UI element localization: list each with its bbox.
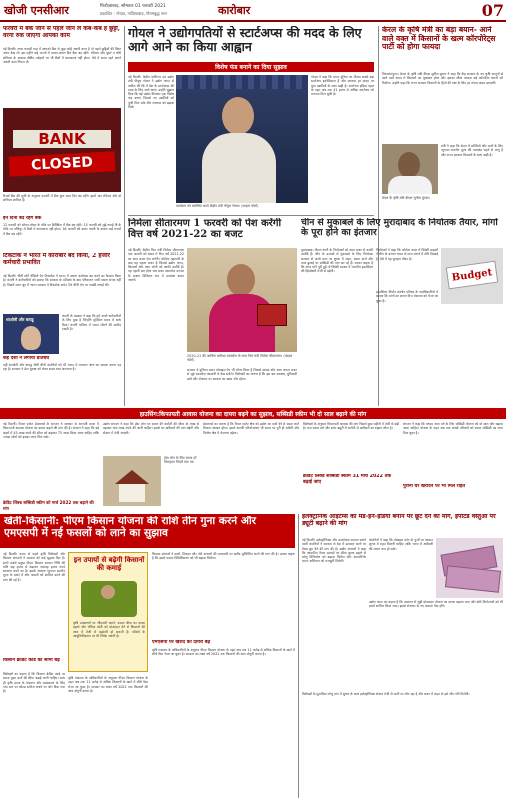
article-body: 12 फरवरी को सोनम लोसर के मौके पर सिक्किम में बैंक बंद रहेंगे। 15 फरवरी को लुई-नगाई-नी के मौके पर मणिपुर में बैंकों में कामकाज नहीं होगा। 16 फरवरी को बसंत पंचमी के कारण कई राज्यों में बैंक बंद रहेंगे।	[3, 223, 121, 236]
article-body: कंपनियों ने कहा कि मोबाइल फोन के पुर्जों पर आयात शुल्क में राहत मिलनी चाहिए ताकि भारत में असेंबली की लागत कम हो सके।	[369, 538, 433, 551]
article-subhead: कई देशों ने लगाया प्रतिबंध	[3, 356, 50, 361]
article-subhead: क्रेडिट लिंक्ड सब्सिडी स्कीम को मार्च 2022 तक बढ़ाने की मांग	[3, 500, 94, 510]
minister-photo	[382, 144, 438, 194]
photo-label: शाओमी और बायडू	[6, 317, 34, 322]
article-headline: चीन से मुकाबले के लिए मुरादाबाद के निर्यातक तैयार, मांगों के पूरा होने का इंतजार	[301, 218, 498, 239]
ledger-icon	[257, 304, 287, 326]
article-body: नई दिल्ली। केंद्रीय वित्त मंत्री निर्मला सीतारमण एक फरवरी को संसद में वित्त वर्ष 2021-22 का आम बजट पेश करेंगी। कोरोना महामारी के बाद यह पहला बजट है जिससे उद्योग जगत, किसानों और आम लोगों को काफी उम्मीदें हैं। यह पहली बार होगा जब बजट दस्तावेज कागज के बजाय डिजिटल रूप में उपलब्ध कराए जाएंगे।	[128, 248, 184, 283]
house-icon	[119, 484, 145, 502]
person-icon	[21, 326, 41, 350]
article-headline: फरवरी में बैंक जाने से पहले जान लें कब-कब है छुट्टी, वरना रुक जाएगा आपका काम	[3, 26, 120, 39]
sitharaman-photo	[187, 248, 297, 352]
article-headline: केरल के कृषि मंत्री का बड़ा बयान- आने वाले वक्त में किसानों के खत्म कॉरपोरेट्स पार्टी को होगा फायदा	[382, 26, 496, 51]
column-divider	[298, 514, 299, 798]
article-body: तिरुवनंतपुरम। केरल के कृषि मंत्री वीएस सुनील कुमार ने कहा कि केंद्र सरकार के नए कृषि कानूनों से आने वाले समय में किसानों का नुकसान होगा और इसका सीधा फायदा बड़े कॉरपोरेट घरानों को मिलेगा। उन्होंने कहा कि राज्य सरकार किसानों के हितों की रक्षा के लिए हर संभव कदम उठाएगी।	[382, 72, 503, 85]
photo-caption: केरल के कृषि मंत्री वीएस सुनील कुमार।	[382, 196, 431, 200]
article-body: नई दिल्ली। बजट से पहले कृषि विशेषज्ञों और किसान संगठनों ने सरकार को कई सुझाव दिए हैं। इनमें सबसे प्रमुख पीएम किसान सम्मान निधि की राशि छह हजार से बढ़ाकर अठारह हजार रुपये सालाना करने का है। इसके अलावा न्यूनतम समर्थन मूल्य के दायरे में और फसलों को शामिल करने की मांग की गई है।	[3, 552, 65, 582]
article-body: विशेषज्ञों का कहना है कि किसान क्रेडिट कार्ड पर ब्याज मुक्त कर्ज की सीमा बढ़ाई जानी चाहिए। साथ ही कृषि उपज के भंडारण और प्रसंस्करण के लिए गांव स्तर पर कोल्ड स्टोरेज बनाने पर जोर दिया गया है।	[3, 672, 65, 694]
article-body: नई दिल्ली। रियल एस्टेट डेवलपर्स के संगठन ने सरकार से आगामी बजट में किफायती आवास योजना का दायरा बढ़ाने की मांग की है। संगठन ने कहा कि बड़े शहरों में 45 लाख रुपये की सीमा को बढ़ाकर 75 लाख किया जाना चाहिए ताकि ज्यादा लोगों को इसका लाभ मिल सके।	[3, 422, 99, 439]
article-body: कृषि मंत्रालय के अधिकारियों के अनुसार पीएम किसान योजना के तहत अब तक 11 करोड़ से अधिक किसानों के खाते में सीधे पैसा भेजा जा चुका है। सरकार का लक्ष्य वर्ष 2022 तक किसानों की आय दोगुनी करना है।	[68, 676, 148, 693]
photo-caption: कार्यक्रम को संबोधित करते केंद्रीय मंत्री पीयूष गोयल। (फाइल फोटो)	[176, 204, 259, 208]
article-subhead: पुराना घर खरीदने पर भी मिले राहत	[403, 484, 466, 489]
newspaper-logo: खोजी एनसीआर	[4, 4, 69, 17]
article-headline: निर्मला सीतारमण 1 फरवरी को पेश करेंगी वित्त वर्ष 2021-22 का बजट	[128, 218, 282, 241]
banknote-icon	[445, 565, 501, 593]
article-body: विशेषज्ञों के अनुसार किफायती आवास की मांग पिछले कुछ महीनों में तेजी से बढ़ी है। कम ब्याज दरों और स्टांप ड्यूटी में कटौती से खरीदारों का रुझान लौटा है।	[303, 422, 399, 431]
bank-closed-photo	[3, 108, 121, 192]
article-body: नई दिल्ली। चीनी शॉर्ट वीडियो ऐप टिकटॉक ने भारत में अपना कारोबार बंद करने का फैसला किया है। कंपनी ने कर्मचारियों को बताया कि सरकार के प्रतिबंध के बाद परिचालन जारी रखना संभव नहीं है। पिछले साल जून में भारत सरकार ने टिकटॉक समेत 59 चीनी ऐप पर पाबंदी लगाई थी।	[3, 274, 121, 287]
subhead-band: विशेष फंड बनाने का दिया सुझाव	[128, 62, 374, 72]
article-subhead: इन दिनों बंद रहेंगे बैंक	[3, 216, 42, 221]
article-body: नई दिल्ली। इलेक्ट्रॉनिक्स और उपभोक्ता सामान बनाने वाली कंपनियों ने सरकार से देश में उत्पादन करने पर टैक्स छूट देने की मांग की है। उद्योग संगठनों ने कहा कि आयातित तैयार उत्पादों पर सीमा शुल्क बढ़ाने से घरेलू विनिर्माण को बढ़ावा मिलेगा और आत्मनिर्भर भारत अभियान को मजबूती मिलेगी।	[302, 538, 366, 564]
tiktok-photo	[3, 314, 59, 354]
farmer-icon	[101, 585, 115, 599]
farmer-income-card	[68, 552, 148, 672]
article-body: कृषि मंत्रालय के अधिकारियों के अनुसार पीएम किसान योजना के तहत अब तक 11 करोड़ से अधिक किसानों के खाते में सीधे पैसा भेजा जा चुका है। सरकार का लक्ष्य वर्ष 2022 तक किसानों की आय दोगुनी करना है।	[152, 648, 295, 657]
article-headline: खेती-किसानी: पीएम किसान योजना की राशि तीन गुना करने और एमएसपी में नई फसलों को लाने का सुझाव	[4, 516, 257, 539]
lead-headline: गोयल ने उद्योगपतियों से स्टार्टअप्स की मदद के लिए आगे आने का किया आह्वान	[128, 26, 362, 54]
photo-caption: 2020-21 की आर्थिक समीक्षा दस्तावेज के साथ वित्त मंत्री निर्मला सीतारमण। (फाइल फोटो)	[187, 354, 293, 363]
bank-sign: BANK	[13, 130, 111, 148]
article-headline: इलेक्ट्रॉनिक आइटम्स को मेड-इन-इंडिया बनाने पर छूट देने की मांग, इंपोर्टेड वस्तुओं पर ड्यूटी बढ़ाने की मांग	[302, 514, 496, 527]
goyal-photo	[176, 75, 308, 203]
currency-photo	[436, 538, 503, 598]
article-body: नई दिल्ली। केंद्रीय वाणिज्य एवं उद्योग मंत्री पीयूष गोयल ने उद्योग जगत से अपील की कि वे देश के स्टार्टअप्स की मदद के लिए आगे आएं। उन्होंने सुझाव दिया कि बड़े उद्योग मिलकर एक विशेष फंड बनाएं जिससे नए उद्यमियों को पूंजी मिल सके और नवाचार को बढ़ावा मिले।	[128, 75, 174, 110]
shirt-shape	[388, 176, 432, 194]
article-body: वहीं शाओमी और बायडू जैसी चीनी कंपनियों को भी भारत में लगातार जांच का सामना करना पड़ रहा है। सरकार ने डेटा सुरक्षा को लेकर सख्त रुख अपनाया है।	[3, 363, 121, 372]
article-body: संगठन ने कहा कि मध्यम आय वर्ग के लिए सब्सिडी योजना को दो साल और बढ़ाया जाना चाहिए। योजना के तहत अब तक लाखों परिवारों को ब्याज सब्सिडी का लाभ मिल चुका है।	[403, 422, 503, 435]
article-body: सरकार ने यूनियन बजट मोबाइल ऐप भी लॉन्च किया है जिससे सांसद और आम जनता बजट से जुड़े दस्तावेज आसानी से देख सकेंगे। विशेषज्ञों का मानना है कि इस बार स्वास्थ्य, बुनियादी ढांचे और रोजगार पर सरकार का खास जोर रहेगा।	[187, 368, 297, 381]
article-subhead: क्रेडिट लिंक्ड सब्सिडी स्कीम 31 मार्च 2022 तक बढ़ाई जाए	[303, 474, 392, 485]
article-body: किसान संगठनों ने दालों, तिलहन और मोटे अनाजों की एमएसपी पर खरीद सुनिश्चित करने की मांग की है। उनका कहना है कि इससे फसल विविधीकरण को भी बढ़ावा मिलेगा।	[152, 552, 295, 561]
article-body: रिजर्व बैंक की सूची के अनुसार फरवरी में बैंक कुल आठ दिन बंद रहेंगे। इसमें चार रविवार और दो शनिवार शामिल हैं।	[3, 194, 121, 203]
kurta-shape	[202, 133, 276, 203]
article-headline: टिकटॉक ने भारत में कारोबार बंद किया, 2 हजार कर्मचारी प्रभावित	[3, 253, 110, 266]
article-body: निर्यातकों ने कहा कि कोरोना काल में विदेशी ग्राहकों ने चीन के बजाय भारत से माल मंगाने में रुचि दिखाई है, ऐसे में यह सुनहरा मौका है।	[376, 248, 438, 261]
roof-icon	[115, 470, 149, 484]
article-body: कंपनी के प्रवक्ता ने कहा कि हमें अपने कर्मचारियों के लिए दुख है जिन्होंने मुश्किल समय में साथ दिया। कंपनी भविष्य में भारत लौटने की उम्मीद रखती है।	[62, 314, 121, 331]
card-body: कृषि उपकरणों पर जीएसटी घटाने, फसल बीमा का दायरा बढ़ाने और जैविक खेती को प्रोत्साहन देने से किसानों की आय में तेजी से बढ़ोतरी हो सकती है। मंडियों के आधुनिकीकरण पर भी निवेश जरूरी है।	[73, 621, 145, 638]
article-body: उद्योग जगत का कहना है कि उत्पादन से जुड़ी प्रोत्साहन योजना का दायरा बढ़ाया जाए और छोटे निर्माताओं को भी इसमें शामिल किया जाए। इससे रोजगार के नए अवसर पैदा होंगे।	[369, 600, 503, 609]
article-body: उद्योग संगठन ने कहा कि होम लोन पर ब्याज की कटौती की सीमा दो लाख से बढ़ाकर पांच लाख रुपये की जानी चाहिए। इससे घर खरीदारों की मांग बढ़ेगी और सेक्टर में तेजी आएगी।	[103, 422, 199, 435]
article-subhead: एमएसपी पर खरीद का दायरा बढ़े	[152, 640, 211, 645]
article-body: डेवलपर्स का मानना है कि रियल एस्टेट क्षेत्र को उद्योग का दर्जा देने से सस्ता कर्ज मिलना आसान होगा। इससे अटकी परियोजनाएं भी समय पर पूरी हो सकेंगी और निर्माण क्षेत्र में रोजगार बढ़ेगा।	[203, 422, 299, 435]
closed-sign: CLOSED	[9, 151, 116, 177]
budget-sign: Budget	[446, 261, 499, 290]
face-icon	[398, 152, 420, 178]
backdrop	[176, 75, 308, 89]
divider	[128, 215, 374, 216]
page-number: 07	[481, 1, 504, 20]
masthead	[0, 0, 506, 22]
card-title: इन उपायों से बढ़ेगी किसानों की कमाई	[73, 556, 145, 572]
article-body: गोयल ने कहा कि भारत दुनिया का तीसरा सबसे बड़ा स्टार्टअप इकोसिस्टम है और सरकार हर कदम पर युवा उद्यमियों के साथ खड़ी है। स्टार्टअप इंडिया पहल के तहत अब तक 41 हजार से अधिक स्टार्टअप को मान्यता मिल चुकी है।	[311, 75, 374, 97]
photo-caption: होम लोन के लिए ब्याज दरें फिलहाल निचले स्तर पर।	[164, 456, 197, 465]
article-subhead: किसान क्रेडिट कार्ड की सीमा बढ़े	[3, 658, 60, 663]
face-icon	[227, 264, 255, 296]
section-title: कारोबार	[218, 4, 251, 17]
issue-date: फिरोज़ाबाद, सोमवार 01 फरवरी 2021	[100, 4, 166, 9]
column-divider	[124, 26, 125, 406]
farmer-illustration	[81, 581, 137, 617]
housing-band: हाउसिंग:किफायती आवास योजना का दायरा बढ़ने का सुझाव, सब्सिडी स्कीम भी दो साल बढ़ाने की मांग	[0, 408, 506, 419]
budget-photo	[441, 248, 503, 304]
article-body: मुरादाबाद। पीतल नगरी के निर्यातकों को आम बजट से काफी उम्मीदें हैं। चीन के उत्पादों से मुकाबले के लिए निर्यातक सरकार से कच्चे माल पर शुल्क में राहत, सस्ता कर्ज और माल ढुलाई पर सब्सिडी की मांग कर रहे हैं। उनका कहना है कि अगर मांगें पूरी हुईं तो विदेशी बाजार में भारतीय हस्तशिल्प की हिस्सेदारी तेजी से बढ़ेगी।	[301, 248, 373, 274]
article-body: हस्तशिल्प निर्यात संवर्धन परिषद के पदाधिकारियों ने बताया कि मांगों का ज्ञापन वित्त मंत्रालय को भेजा जा चुका है।	[376, 290, 438, 303]
article-body: विशेषज्ञों के मुताबिक घरेलू मांग में सुधार के साथ इलेक्ट्रॉनिक्स सेक्टर तेजी से पटरी पर लौट रहा है और बजट में राहत से इसे और गति मिलेगी।	[302, 692, 470, 696]
article-body: मंत्री ने कहा कि केरल में सब्जियों और फलों के लिए न्यूनतम समर्थन मूल्य की व्यवस्था पहले से लागू है और राज्य सरकार किसानों के साथ खड़ी है।	[441, 144, 503, 157]
edition-line: प्रकाशित : नोएडा, गाज़ियाबाद, गौतमबुद्ध नगर	[100, 11, 167, 16]
article-body: नई दिल्ली। अगर फरवरी माह में आपको बैंक से जुड़ा कोई जरूरी काम है तो पहले छुट्टियों की लिस्ट जरूर देख लें। इस महीने कई राज्यों में अलग-अलग दिन बैंक बंद रहेंगे। रविवार और दूसरे व चौथे शनिवार के अलावा क्षेत्रीय त्योहारों पर भी बैंकों में कामकाज नहीं होगा। ऐसे में समय रहते अपने जरूरी काम निपटा लें।	[3, 47, 121, 64]
face-icon	[222, 97, 254, 135]
house-photo	[103, 456, 161, 506]
